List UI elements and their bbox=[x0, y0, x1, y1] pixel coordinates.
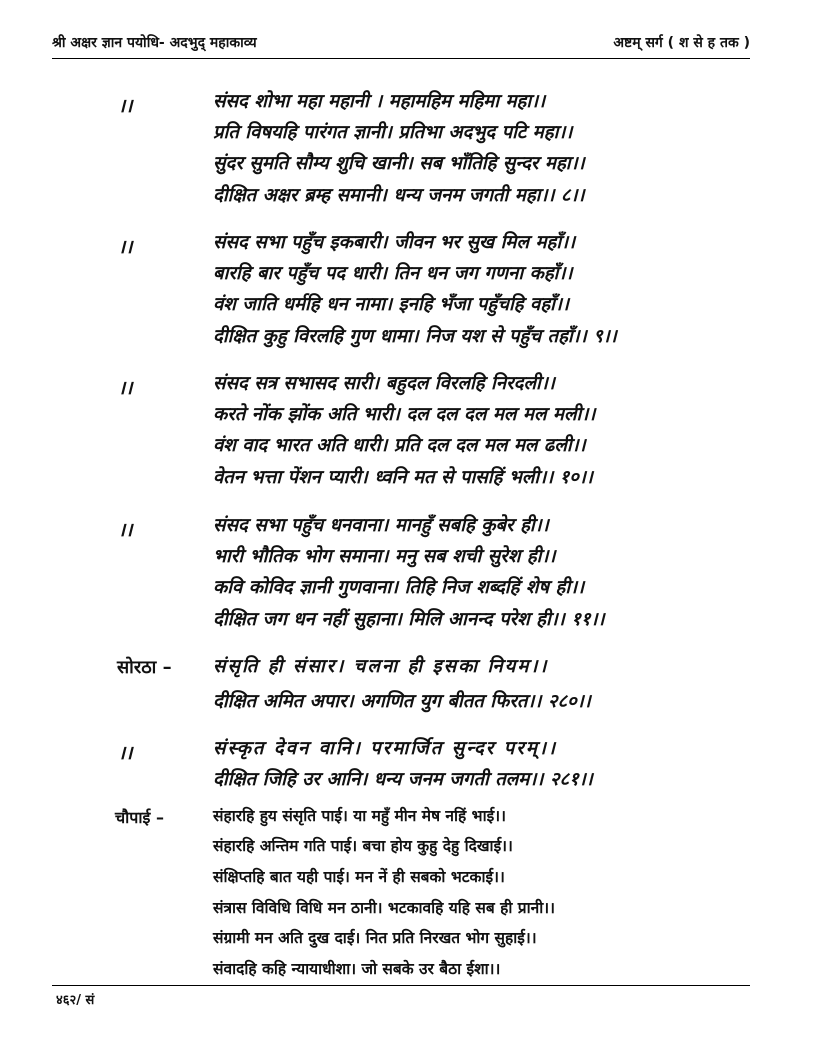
verse-line: संसृति ही संसार। चलना ही इसका नियम।। bbox=[213, 656, 549, 677]
verse-line: संवादहि कहि न्यायाधीशा। जो सबके उर बैठा ईशा।। bbox=[213, 960, 501, 978]
verse-line: वंश वाद भारत अति धारी। प्रति दल दल मल मल ढली।। bbox=[213, 435, 586, 456]
verse-line: कवि कोविद ज्ञानी गुणवाना। तिहि निज शब्दहिं शेष ही।। bbox=[213, 577, 585, 598]
stanza-marker: ।। bbox=[118, 742, 133, 764]
book-title: श्री अक्षर ज्ञान पयोधि- अदभुद् महाकाव्य bbox=[52, 35, 257, 51]
verse-line: दीक्षित अमित अपार। अगणित युग बीतत फिरत।। २८०।। bbox=[213, 691, 591, 712]
verse-line: संहारहि अन्तिम गति पाई। बचा होय कुहु देहु दिखाई।। bbox=[213, 837, 513, 855]
page-number: ४६२/ सं bbox=[56, 993, 95, 1008]
verse-line: दीक्षित जिहि उर आनि। धन्य जनम जगती तलम।। २८१।। bbox=[213, 769, 593, 790]
stanza-marker: ।। bbox=[118, 519, 133, 541]
verse-line: सुंदर सुमति सौम्य शुचि खानी। सब भाँतिहि सुन्दर महा।। bbox=[213, 153, 585, 174]
footer-rule bbox=[52, 985, 750, 986]
verse-line: संग्रामी मन अति दुख दाई। नित प्रति निरखत भोग सुहाई।। bbox=[213, 929, 537, 947]
soratha-marker: सोरठा – bbox=[117, 657, 172, 678]
header-rule bbox=[52, 58, 750, 59]
stanza-marker: ।। bbox=[118, 236, 133, 258]
verse-line: दीक्षित अक्षर ब्रम्ह समानी। धन्य जनम जगती महा।। ८।। bbox=[213, 185, 585, 206]
verse-line: संस्कृत देवन वानि। परमार्जित सुन्दर परम्।। bbox=[213, 738, 557, 759]
stanza-marker: ।। bbox=[118, 377, 133, 399]
verse-line: प्रति विषयहि पारंगत ज्ञानी। प्रतिभा अदभुद पटि महा।। bbox=[213, 122, 573, 143]
verse-line: संसद सभा पहुँच धनवाना। मानहुँ सबहि कुबेर ही।। bbox=[213, 515, 549, 536]
verse-line: दीक्षित कुहु विरलहि गुण धामा। निज यश से पहुँच तहाँ।। ९।। bbox=[213, 326, 617, 347]
verse-line: संक्षिप्तहि बात यही पाई। मन नें ही सबको भटकाई।। bbox=[213, 868, 505, 886]
verse-line: वेतन भत्ता पेंशन प्यारी। ध्वनि मत से पासहिं भली।। १०।। bbox=[213, 467, 593, 488]
verse-line: बारहि बार पहुँच पद धारी। तिन धन जग गणना कहाँ।। bbox=[213, 263, 573, 284]
verse-line: संसद शोभा महा महानी । महामहिम महिमा महा।। bbox=[213, 91, 546, 112]
verse-line: भारी भौतिक भोग समाना। मनु सब शची सुरेश ही।। bbox=[213, 546, 556, 567]
verse-line: संहारहि हुय संसृति पाई। या महुँ मीन मेष नहिं भाई।। bbox=[213, 807, 506, 825]
page-header bbox=[52, 34, 750, 52]
verse-line: दीक्षित जग धन नहीं सुहाना। मिलि आनन्द परेश ही।। ११।। bbox=[213, 609, 605, 630]
stanza-marker: ।। bbox=[118, 95, 133, 117]
chapter-title: अष्टम् सर्ग ( श से ह तक ) bbox=[613, 35, 750, 51]
verse-line: संसद सभा पहुँच इकबारी। जीवन भर सुख मिल महाँ।। bbox=[213, 232, 576, 253]
verse-line: संसद सत्र सभासद सारी। बहुदल विरलहि निरदली।। bbox=[213, 373, 555, 394]
verse-line: वंश जाति धर्महि धन नामा। इनहि भँजा पहुँचहि वहाँ।। bbox=[213, 294, 569, 315]
verse-line: संत्रास विविधि विधि मन ठानी। भटकावहि यहि सब ही प्रानी।। bbox=[213, 899, 555, 917]
chaupai-marker: चौपाई – bbox=[115, 808, 164, 827]
verse-line: करते नोंक झोंक अति भारी। दल दल दल मल मल मली।। bbox=[213, 404, 596, 425]
